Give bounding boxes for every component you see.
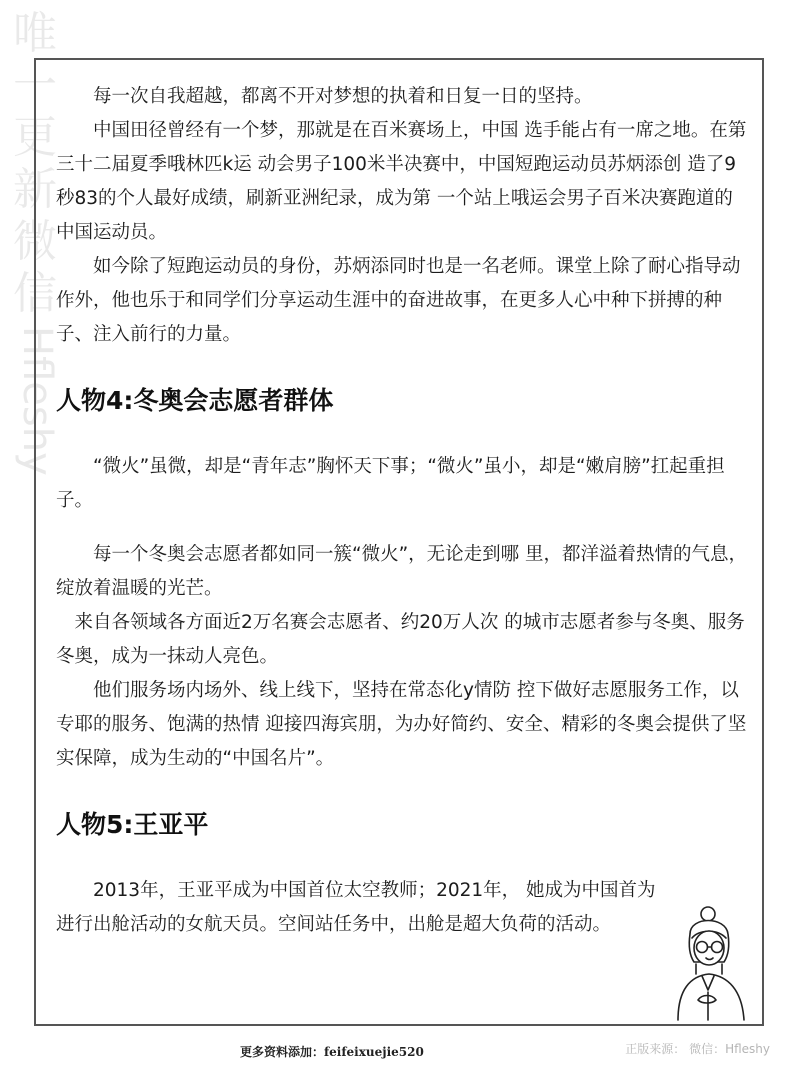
paragraph: 每一个冬奥会志愿者都如同一簇“微火”，无论走到哪 里，都洋溢着热情的气息，绽放着温暖的光芒。 xyxy=(56,544,748,599)
paragraph: 每一次自我超越，都离不开对梦想的执着和日复一日的坚持。 xyxy=(93,86,593,107)
article-body xyxy=(56,80,750,942)
watermark-char: 信 xyxy=(13,268,57,319)
paragraph: 2013年，王亚平成为中国首位太空教师；2021年， 她成为中国首为进行出舱活动的女航天员。空间站任务中，出舱是超大负荷的活动。 xyxy=(56,880,656,935)
watermark-char: 一 xyxy=(13,60,57,111)
footer-contact: 更多资料添加：feifeixuejie520 xyxy=(240,1045,424,1059)
section-heading-5: 人物5:王亚平 xyxy=(56,810,209,839)
watermark-char: 更 xyxy=(13,112,57,163)
woman-illustration-icon xyxy=(668,904,754,1022)
paragraph: 中国田径曾经有一个梦，那就是在百米赛场上，中国 选手能占有一席之地。在第三十二届夏季哦林匹k运 动会男子100米半决赛中，中国短跑运动员苏炳添创 造了9秒83的个人最好成绩，刷新亚洲纪录，成为第 一个站上哦运会男子百米决赛跑道的中国运动员。 xyxy=(56,120,747,243)
watermark-char: 唯 xyxy=(13,8,57,59)
watermark-char: 微 xyxy=(13,216,57,267)
paragraph: 他们服务场内场外、线上线下，坚持在常态化y情防 控下做好志愿服务工作，以专耶的服务、饱满的热情 迎接四海宾朋，为办好简约、安全、精彩的冬奥会提供了坚实保障，成为生动的“中国名片”。 xyxy=(56,680,747,769)
paragraph: “微火”虽微，却是“青年志”胸怀天下事；“微火”虽小，却是“嫩肩膀”扛起重担子。 xyxy=(56,456,725,511)
watermark-latin: Hfleshy xyxy=(14,326,60,476)
footer-source: 正版来源： 微信：Hfleshy xyxy=(625,1042,770,1056)
paragraph: 来自各领域各方面近2万名赛会志愿者、约20万人次 的城市志愿者参与冬奥、服务冬奥，成为一抹动人亮色。 xyxy=(56,612,745,667)
paragraph: 如今除了短跑运动员的身份，苏炳添同时也是一名老师。课堂上除了耐心指导动作外，他也乐于和同学们分享运动生涯中的奋进故事，在更多人心中种下拼搏的种子、注入前行的力量。 xyxy=(56,256,741,345)
section-heading-4: 人物4:冬奥会志愿者群体 xyxy=(56,386,334,415)
watermark-char: 新 xyxy=(13,164,57,215)
